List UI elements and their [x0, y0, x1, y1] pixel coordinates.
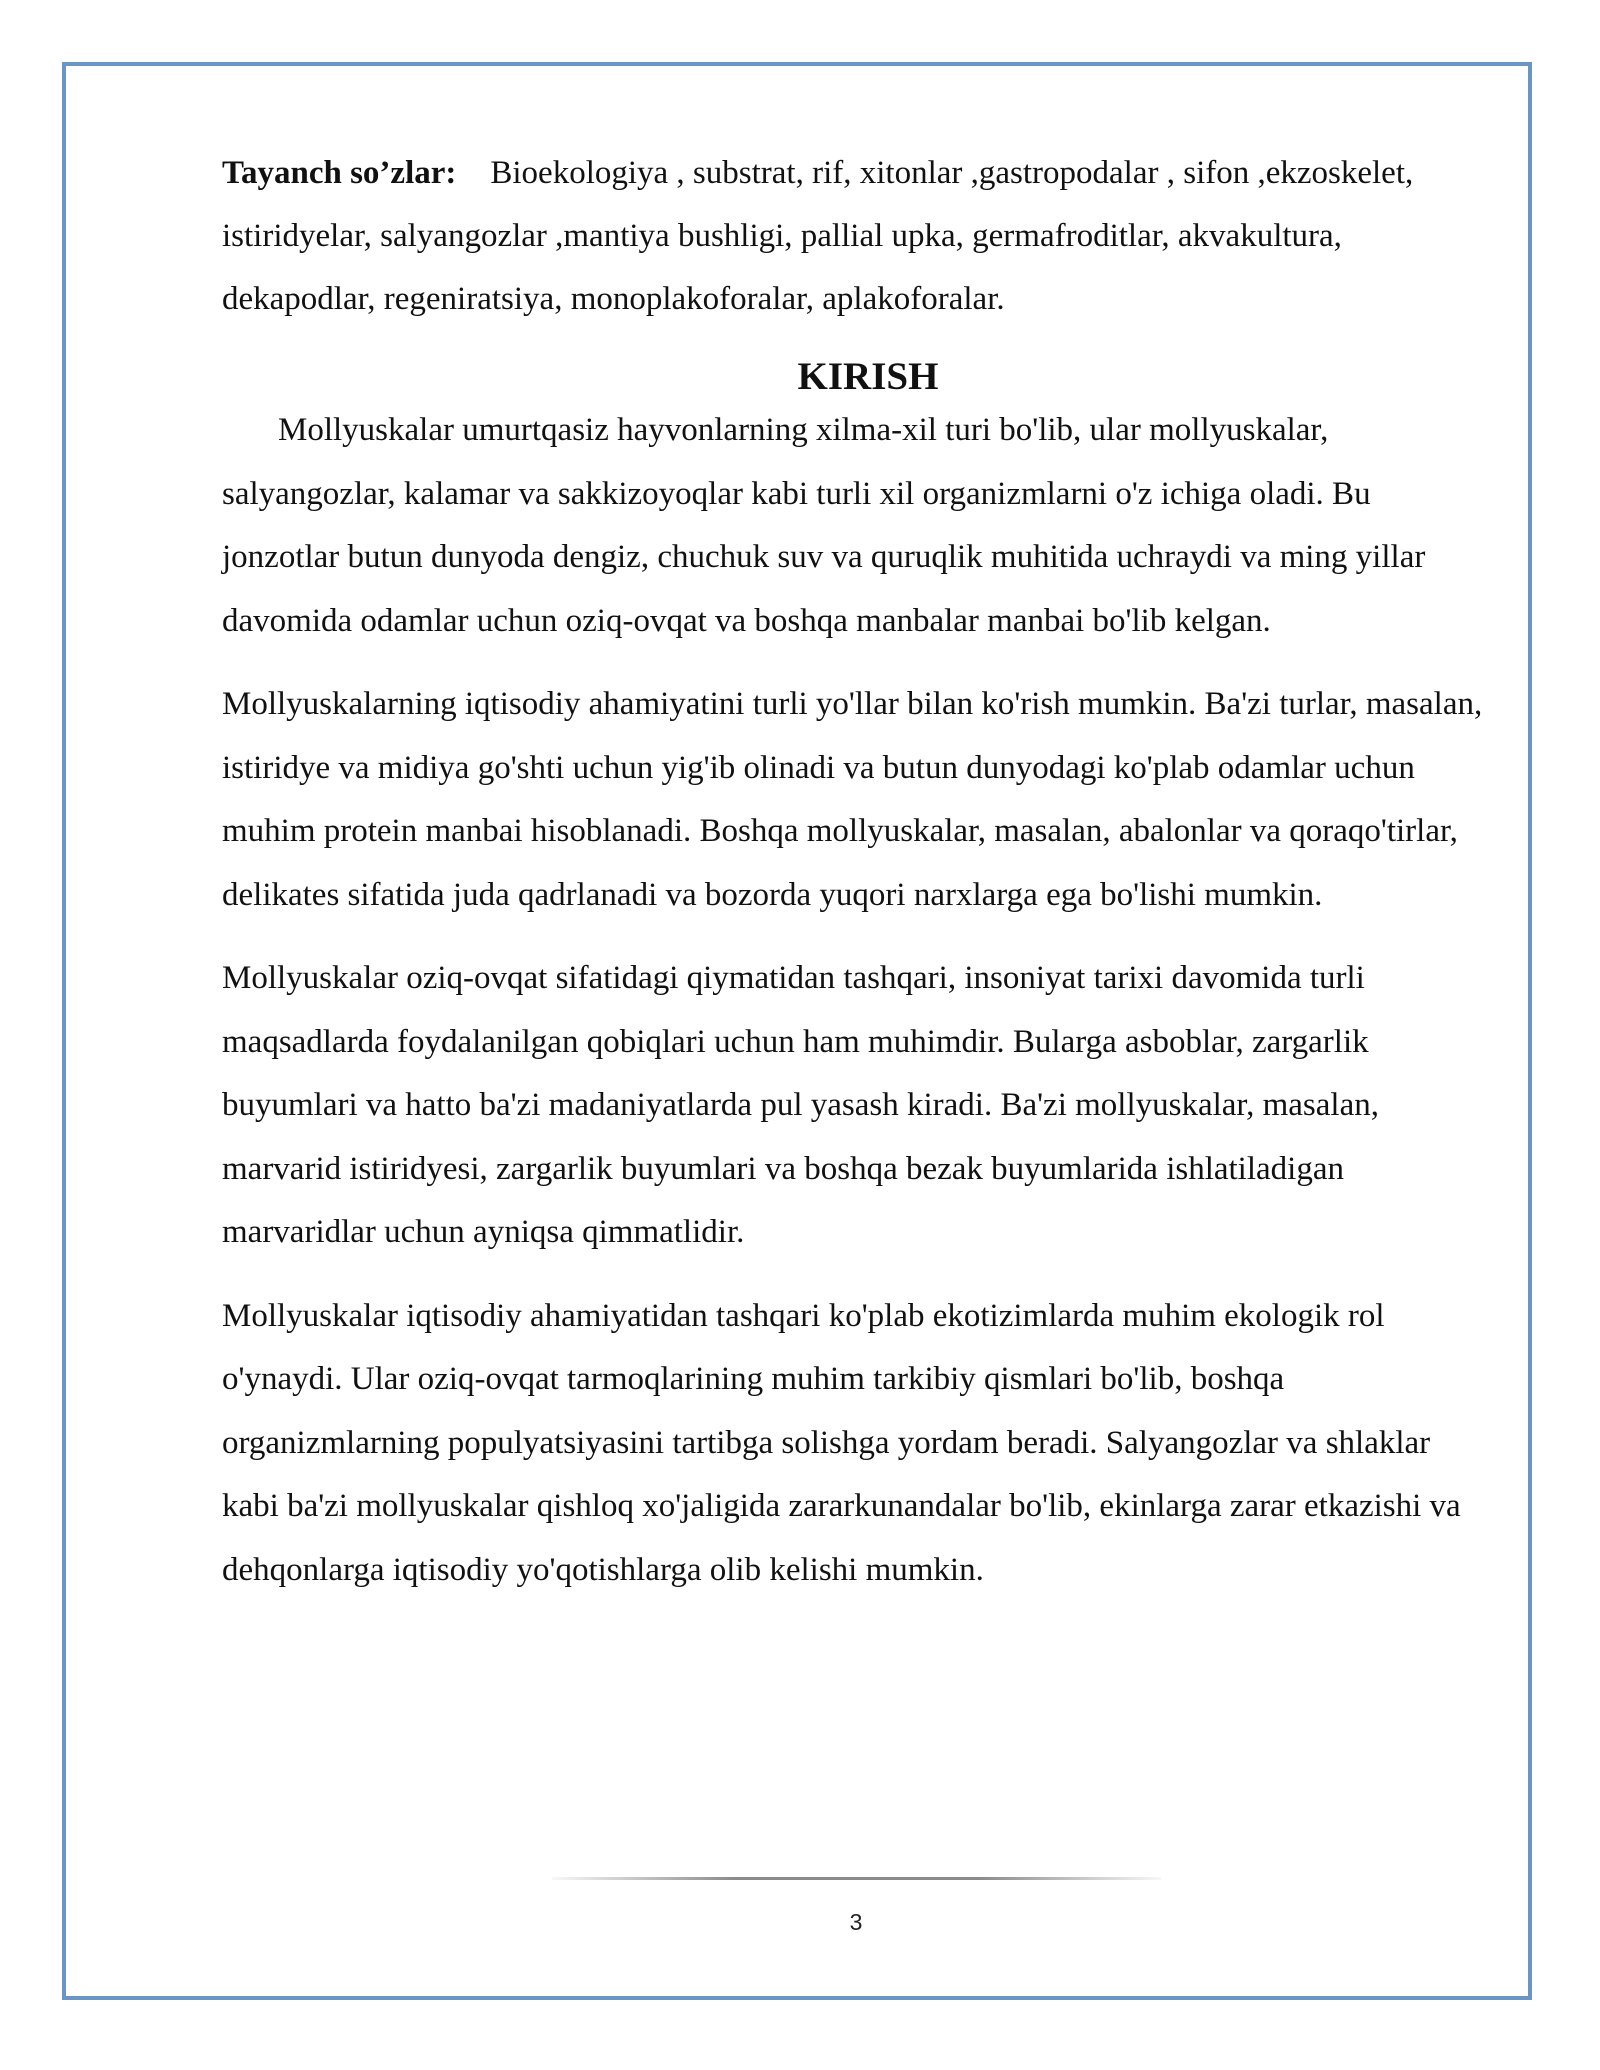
section-heading: KIRISH	[797, 355, 939, 398]
document-body	[222, 142, 1484, 1602]
footer-divider	[552, 1877, 1162, 1880]
paragraph-3: Mollyuskalar oziq-ovqat sifatidagi qiymatidan tashqari, insoniyat tarixi davomida turli maqsadlarda foydalanilgan qobiqlari uchun ham muhimdir. Bularga asboblar, zargarlik buyumlari va hatto ba'zi madaniyatlarda pul yasash kiradi. Ba'zi mollyuskalar, masalan, marvarid istiridyesi, zargarlik buyumlari va boshqa bezak buyumlarida ishlatiladigan marvaridlar uchun ayniqsa qimmatlidir.	[222, 960, 1379, 1250]
keywords-label: Tayanch so’zlar:	[222, 155, 457, 191]
page-number: 3	[849, 1909, 863, 1935]
keywords-paragraph	[222, 142, 1484, 331]
keywords-text: Bioekologiya , substrat, rif, xitonlar ,gastropodalar , sifon ,ekzoskelet, istiridyelar, salyangozlar ,mantiya bushligi, pallial upka, germafroditlar, akvakultura, dekapodlar, regeniratsiya, monoplakoforalar, aplakoforalar.	[222, 155, 1414, 317]
paragraph-1: Mollyuskalar umurtqasiz hayvonlarning xilma-xil turi bo'lib, ular mollyuskalar, salyangozlar, kalamar va sakkizoyoqlar kabi turli xil organizmlarni o'z ichiga oladi. Bu jonzotlar butun dunyoda dengiz, chuchuk suv va quruqlik muhitida uchraydi va ming yillar davomida odamlar uchun oziq-ovqat va boshqa manbalar manbai bo'lib kelgan.	[222, 412, 1426, 639]
paragraph-4: Mollyuskalar iqtisodiy ahamiyatidan tashqari ko'plab ekotizimlarda muhim ekologik rol o'ynaydi. Ular oziq-ovqat tarmoqlarining muhim tarkibiy qismlari bo'lib, boshqa organizmlarning populyatsiyasini tartibga solishga yordam beradi. Salyangozlar va shlaklar kabi ba'zi mollyuskalar qishloq xo'jaligida zararkunandalar bo'lib, ekinlarga zarar etkazishi va dehqonlarga iqtisodiy yo'qotishlarga olib kelishi mumkin.	[222, 1297, 1461, 1588]
paragraph-2: Mollyuskalarning iqtisodiy ahamiyatini turli yo'llar bilan ko'rish mumkin. Ba'zi turlar, masalan, istiridye va midiya go'shti uchun yig'ib olinadi va butun dunyodagi ko'plab odamlar uchun muhim protein manbai hisoblanadi. Boshqa mollyuskalar, masalan, abalonlar va qoraqo'tirlar, delikates sifatida juda qadrlanadi va bozorda yuqori narxlarga ega bo'lishi mumkin.	[222, 686, 1483, 913]
